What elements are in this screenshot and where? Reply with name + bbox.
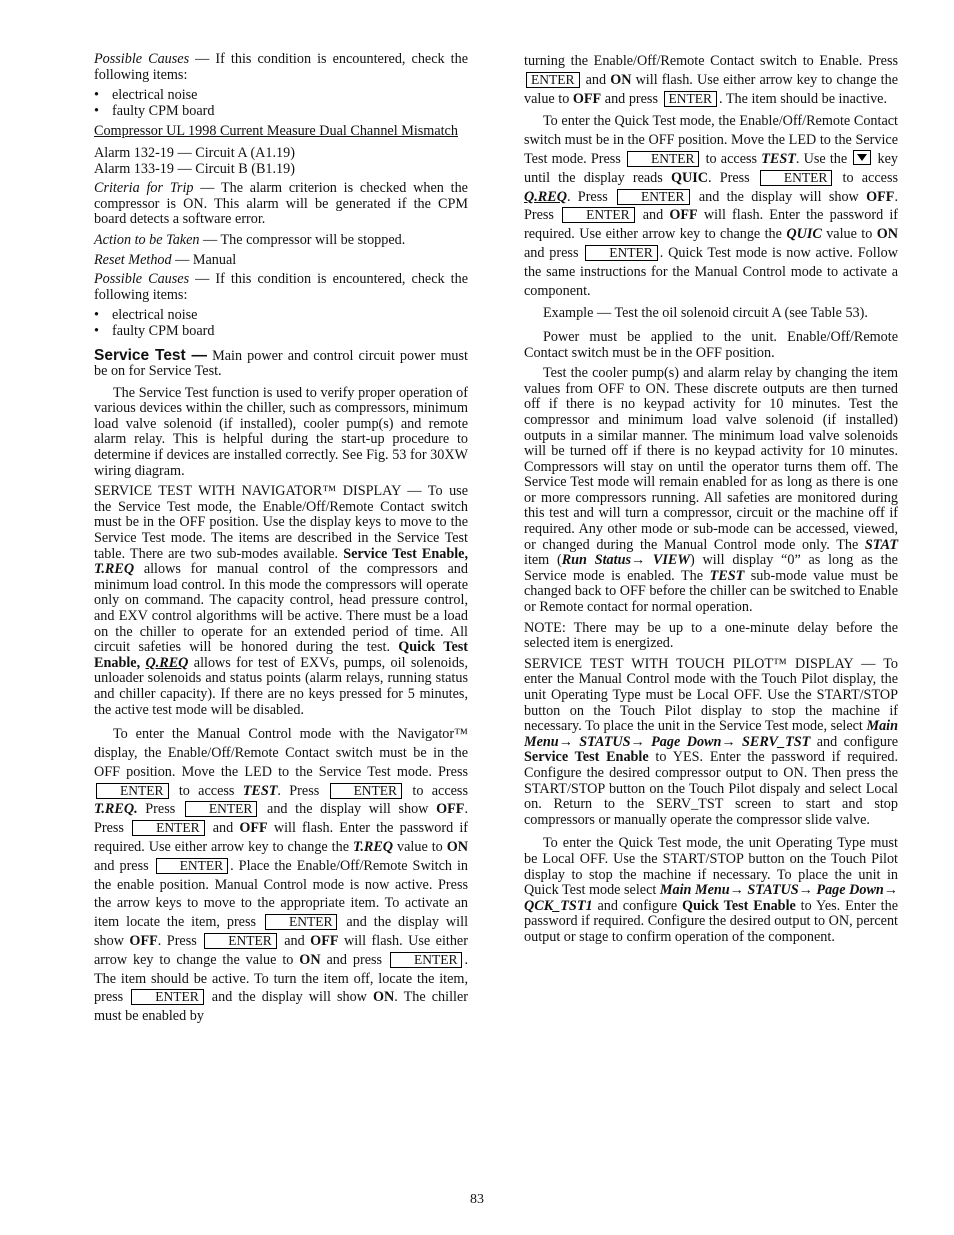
text: . Press: [566, 188, 616, 205]
text: To enter the Manual Control mode with the Navigator™ display, the Enable/Off/Remote Contact switch must be in the OFF position. Move the LED to the Service Test mode. Press: [94, 726, 468, 780]
text: Main Menu→ STATUS→ Page Down→ SERV_TST: [524, 718, 898, 750]
text: To enter the Quick Test mode, the unit Operating Type must be Local OFF. Use the START/STOP button on the Touch Pilot display to stop the machine if necessary. To place the unit in Quick Test mode select: [524, 835, 898, 899]
text: . The chiller must be enabled by: [94, 989, 468, 1025]
text: T.REQ.: [94, 801, 138, 818]
text: To enter the Quick Test mode, the Enable/Off/Remote Contact switch must be in the OFF position. Move the LED to the Service Test mode. Press: [524, 113, 898, 167]
list-item: • faulty CPM board: [94, 104, 468, 120]
example-line: Example — Test the oil solenoid circuit A (see Table 53).: [543, 305, 868, 322]
text: allows for manual control of the compressors and minimum load control. In this mode the compressors will operate only on command. The capacity control, head pressure control, and EXV control algorithms will be active. There must be a load on the chiller to operate for an extended period of time. All circuit safeties will be honored during the test.: [94, 561, 468, 656]
text: to access: [834, 169, 898, 186]
text: and the display will show: [94, 914, 469, 949]
text: Q.REQ: [145, 654, 189, 671]
text: — The alarm criterion is checked when the compressor is ON. This alarm will be generated if the CPM board detects a software error.: [94, 180, 468, 228]
text: value to: [821, 226, 877, 243]
text: OFF: [572, 90, 602, 107]
causes-list-1: [94, 88, 468, 119]
page-number: 83: [470, 1192, 484, 1207]
manual-control-paragraph: [94, 725, 468, 1026]
enter-key: ENTER: [390, 952, 463, 968]
text: will flash. Use either arrow key to change the value to: [94, 932, 468, 968]
possible-causes-1: [94, 52, 468, 83]
text: and configure: [810, 733, 898, 750]
text: . Quick Test mode is now active. Follow the same instructions for the Manual Control mode to activate a component.: [524, 244, 898, 299]
enter-key: ENTER: [131, 989, 204, 1005]
label: Possible Causes: [94, 51, 190, 67]
text: SERVICE TEST WITH NAVIGATOR™ DISPLAY — To use the Service Test mode, the Enable/Off/Remote Contact switch must be in the OFF position. Use the display keys to move to the Service Test mode. The items are described in the Service Test table. There are two sub-modes available.: [94, 483, 468, 562]
continued-paragraph: [524, 52, 898, 108]
enter-key: ENTER: [330, 783, 403, 799]
text: . Place the Enable/Off/Remote Switch in the enable position. Manual Control mode is now active. Press the arrow keys to move to the appropriate item. To activate an item locate the item, press: [94, 857, 468, 931]
text: Run Status→ VIEW: [561, 552, 690, 569]
text: QUIC: [670, 169, 709, 186]
enter-key: ENTER: [562, 207, 635, 223]
text: to YES. Enter the password if required. Configure the desired compressor output to ON. Then press the START/STOP button on the Touch Pilot dispaly and select Local on. Return to the SERV_TST screen to start and stop compressors or manually operate the compressor slide valve.: [524, 749, 899, 828]
text: . The item should be inactive.: [719, 90, 888, 107]
enter-key: ENTER: [156, 858, 229, 874]
text: . Use the: [795, 150, 852, 167]
label: Action to be Taken: [94, 231, 200, 248]
text: OFF: [239, 820, 268, 837]
text: TEST: [761, 150, 796, 167]
enter-key: ENTER: [760, 170, 833, 186]
enter-key: ENTER: [96, 783, 169, 799]
text: . Press: [94, 801, 468, 837]
possible-causes-2: [94, 272, 468, 303]
text: turning the Enable/Off/Remote Contact switch to Enable. Press: [524, 53, 898, 69]
text: Quick Test Enable: [682, 897, 796, 914]
text: T.REQ: [94, 561, 135, 578]
text: . Press: [524, 188, 898, 224]
left-column: [94, 52, 468, 1031]
service-test-intro: [94, 348, 468, 380]
label: Criteria for Trip: [94, 180, 194, 197]
quick-test-paragraph: [524, 112, 898, 300]
section-title: Service Test —: [94, 346, 208, 364]
text: SERVICE TEST WITH TOUCH PILOT™ DISPLAY — To enter the Manual Control mode with the Touch Pilot display, the unit Operating Type must be Local OFF. Use the START/STOP button on the Touch Pilot display to stop the machine if necessary. To place the unit in the Service Test mode, select: [524, 655, 898, 735]
text: and: [581, 71, 611, 88]
text: ON: [610, 71, 632, 88]
text: and the display will show: [259, 801, 437, 818]
text: allows for test of EXVs, pumps, oil solenoids, unloader solenoids and status points (alarm relays, running status and chiller capacity). If there are no keys pressed for 5 minutes, the active test mode will be disabled.: [94, 654, 468, 718]
enter-key: ENTER: [185, 801, 258, 817]
text: to Yes. Enter the password if required. Configure the desired output to ON, percent output or stage to confirm operation of the component.: [524, 897, 898, 945]
text: and: [206, 820, 240, 837]
text: T.REQ: [352, 838, 394, 855]
text: sub-mode value must be changed back to OFF before the chiller can be switched to Enable or Remote contact for normal operation.: [524, 567, 898, 616]
test-paragraph: [524, 366, 898, 616]
text: — Manual: [171, 251, 237, 268]
text: Quick Test Enable,: [94, 639, 468, 671]
alarm-line: Alarm 133-19 — Circuit B (B1.19): [94, 160, 295, 177]
enter-key: ENTER: [627, 151, 700, 167]
text: OFF: [669, 207, 698, 224]
text: QUIC: [786, 226, 822, 243]
text: Service Test Enable: [524, 749, 649, 766]
section-heading: Compressor UL 1998 Current Measure Dual Channel Mismatch: [94, 123, 458, 140]
touch-pilot-quick-test-paragraph: [524, 836, 898, 945]
text: and press: [601, 90, 662, 107]
text: to access: [170, 782, 243, 799]
text: Press: [137, 801, 183, 818]
right-column: [524, 52, 898, 951]
text: OFF: [866, 188, 895, 205]
text: Main power and control circuit power must be on for Service Test.: [94, 347, 468, 380]
text: and the display will show: [691, 188, 867, 205]
list-item: • faulty CPM board: [94, 324, 468, 340]
enter-key: ENTER: [526, 72, 580, 88]
alarm-line: Alarm 132-19 — Circuit A (A1.19): [94, 144, 295, 161]
alarm-lines: [94, 146, 468, 177]
down-arrow-key-icon: [853, 150, 871, 165]
text: ON: [446, 838, 468, 855]
text: will flash. Use either arrow key to change the value to: [524, 71, 898, 107]
note-paragraph: NOTE: There may be up to a one-minute delay before the selected item is energized.: [524, 619, 898, 652]
text: . Press: [277, 782, 328, 799]
criteria-for-trip: [94, 181, 468, 228]
text: item (: [524, 552, 562, 569]
enter-key: ENTER: [204, 933, 277, 949]
label: Possible Causes: [94, 271, 190, 288]
text: OFF: [436, 801, 465, 818]
text: and configure: [592, 897, 683, 914]
power-paragraph: Power must be applied to the unit. Enable/Off/Remote Contact switch must be in the OFF position.: [524, 328, 898, 361]
text: and press: [524, 244, 584, 261]
action-to-be-taken: [94, 233, 468, 249]
causes-list-2: [94, 308, 468, 339]
text: — The compressor will be stopped.: [199, 231, 406, 248]
text: ) will display “0” as long as the Service mode is enabled. The: [524, 552, 898, 584]
list-item: • electrical noise: [94, 308, 468, 324]
text: OFF: [129, 932, 158, 949]
text: value to: [393, 838, 447, 855]
text: to access: [701, 150, 762, 167]
text: ON: [372, 989, 395, 1006]
service-test-paragraph: The Service Test function is used to verify proper operation of various devices within the chiller, such as compressors, minimum load valve solenoid (if installed), cooler pump(s) and remote alarm relay. This is helpful during the start-up procedure to determine if devices are installed correctly. See Fig. 53 for 30XW wiring diagram.: [94, 384, 468, 479]
text: . Press: [157, 932, 203, 949]
touch-pilot-paragraph: [524, 657, 898, 829]
text: Test the cooler pump(s) and alarm relay by changing the item values from OFF to ON. These discrete outputs are then turned off if there is no keypad activity for 10 minutes. Test the compressor and minimum load valve solenoid (if installed) outputs in a similar manner. The minimum load valve solenoids will be turned off if there is no keypad activity for 10 minutes. Compressors will stay on until the operator turns them off. The Service Test mode will remain enabled for as long as there is one or more compressors running. All safeties are monitored during this test and will turn a compressor, circuit or the machine off if required. Any other mode or sub-mode can be accessed, viewed, or changed during the Manual Control mode only. The: [524, 365, 898, 553]
text: and: [636, 207, 670, 224]
text: . Press: [708, 169, 758, 186]
text: Service Test Enable,: [343, 545, 469, 562]
enter-key: ENTER: [132, 820, 205, 836]
list-item: • electrical noise: [94, 88, 468, 104]
text: . The item should be active. To turn the item off, locate the item, press: [94, 951, 468, 1006]
text: and the display will show: [205, 989, 373, 1006]
reset-method: [94, 253, 468, 269]
enter-key: ENTER: [265, 914, 338, 930]
text: and press: [320, 951, 388, 968]
text: OFF: [310, 932, 339, 949]
text: ON: [876, 226, 898, 243]
text: — If this condition is encountered, check the following items:: [94, 271, 468, 303]
label: Reset Method: [94, 251, 172, 268]
text: Q.REQ: [524, 188, 567, 205]
enter-key: ENTER: [664, 91, 718, 107]
enter-key: ENTER: [585, 245, 658, 261]
text: STAT: [864, 536, 898, 553]
text: and: [278, 932, 311, 949]
navigator-paragraph: [94, 484, 468, 718]
text: key until the display reads: [524, 150, 898, 186]
text: to access: [404, 782, 468, 799]
text: TEST: [242, 782, 278, 799]
text: will flash. Enter the password if required. Use either arrow key to change the: [94, 820, 468, 855]
text: — If this condition is encountered, check the following items:: [94, 51, 468, 83]
enter-key: ENTER: [617, 189, 690, 205]
text: will flash. Enter the password if required. Use either arrow key to change the: [524, 207, 898, 243]
text: and press: [94, 857, 154, 874]
text: TEST: [709, 567, 745, 584]
text: Main Menu→ STATUS→ Page Down→ QCK_TST1: [524, 882, 898, 914]
text: ON: [299, 951, 321, 968]
